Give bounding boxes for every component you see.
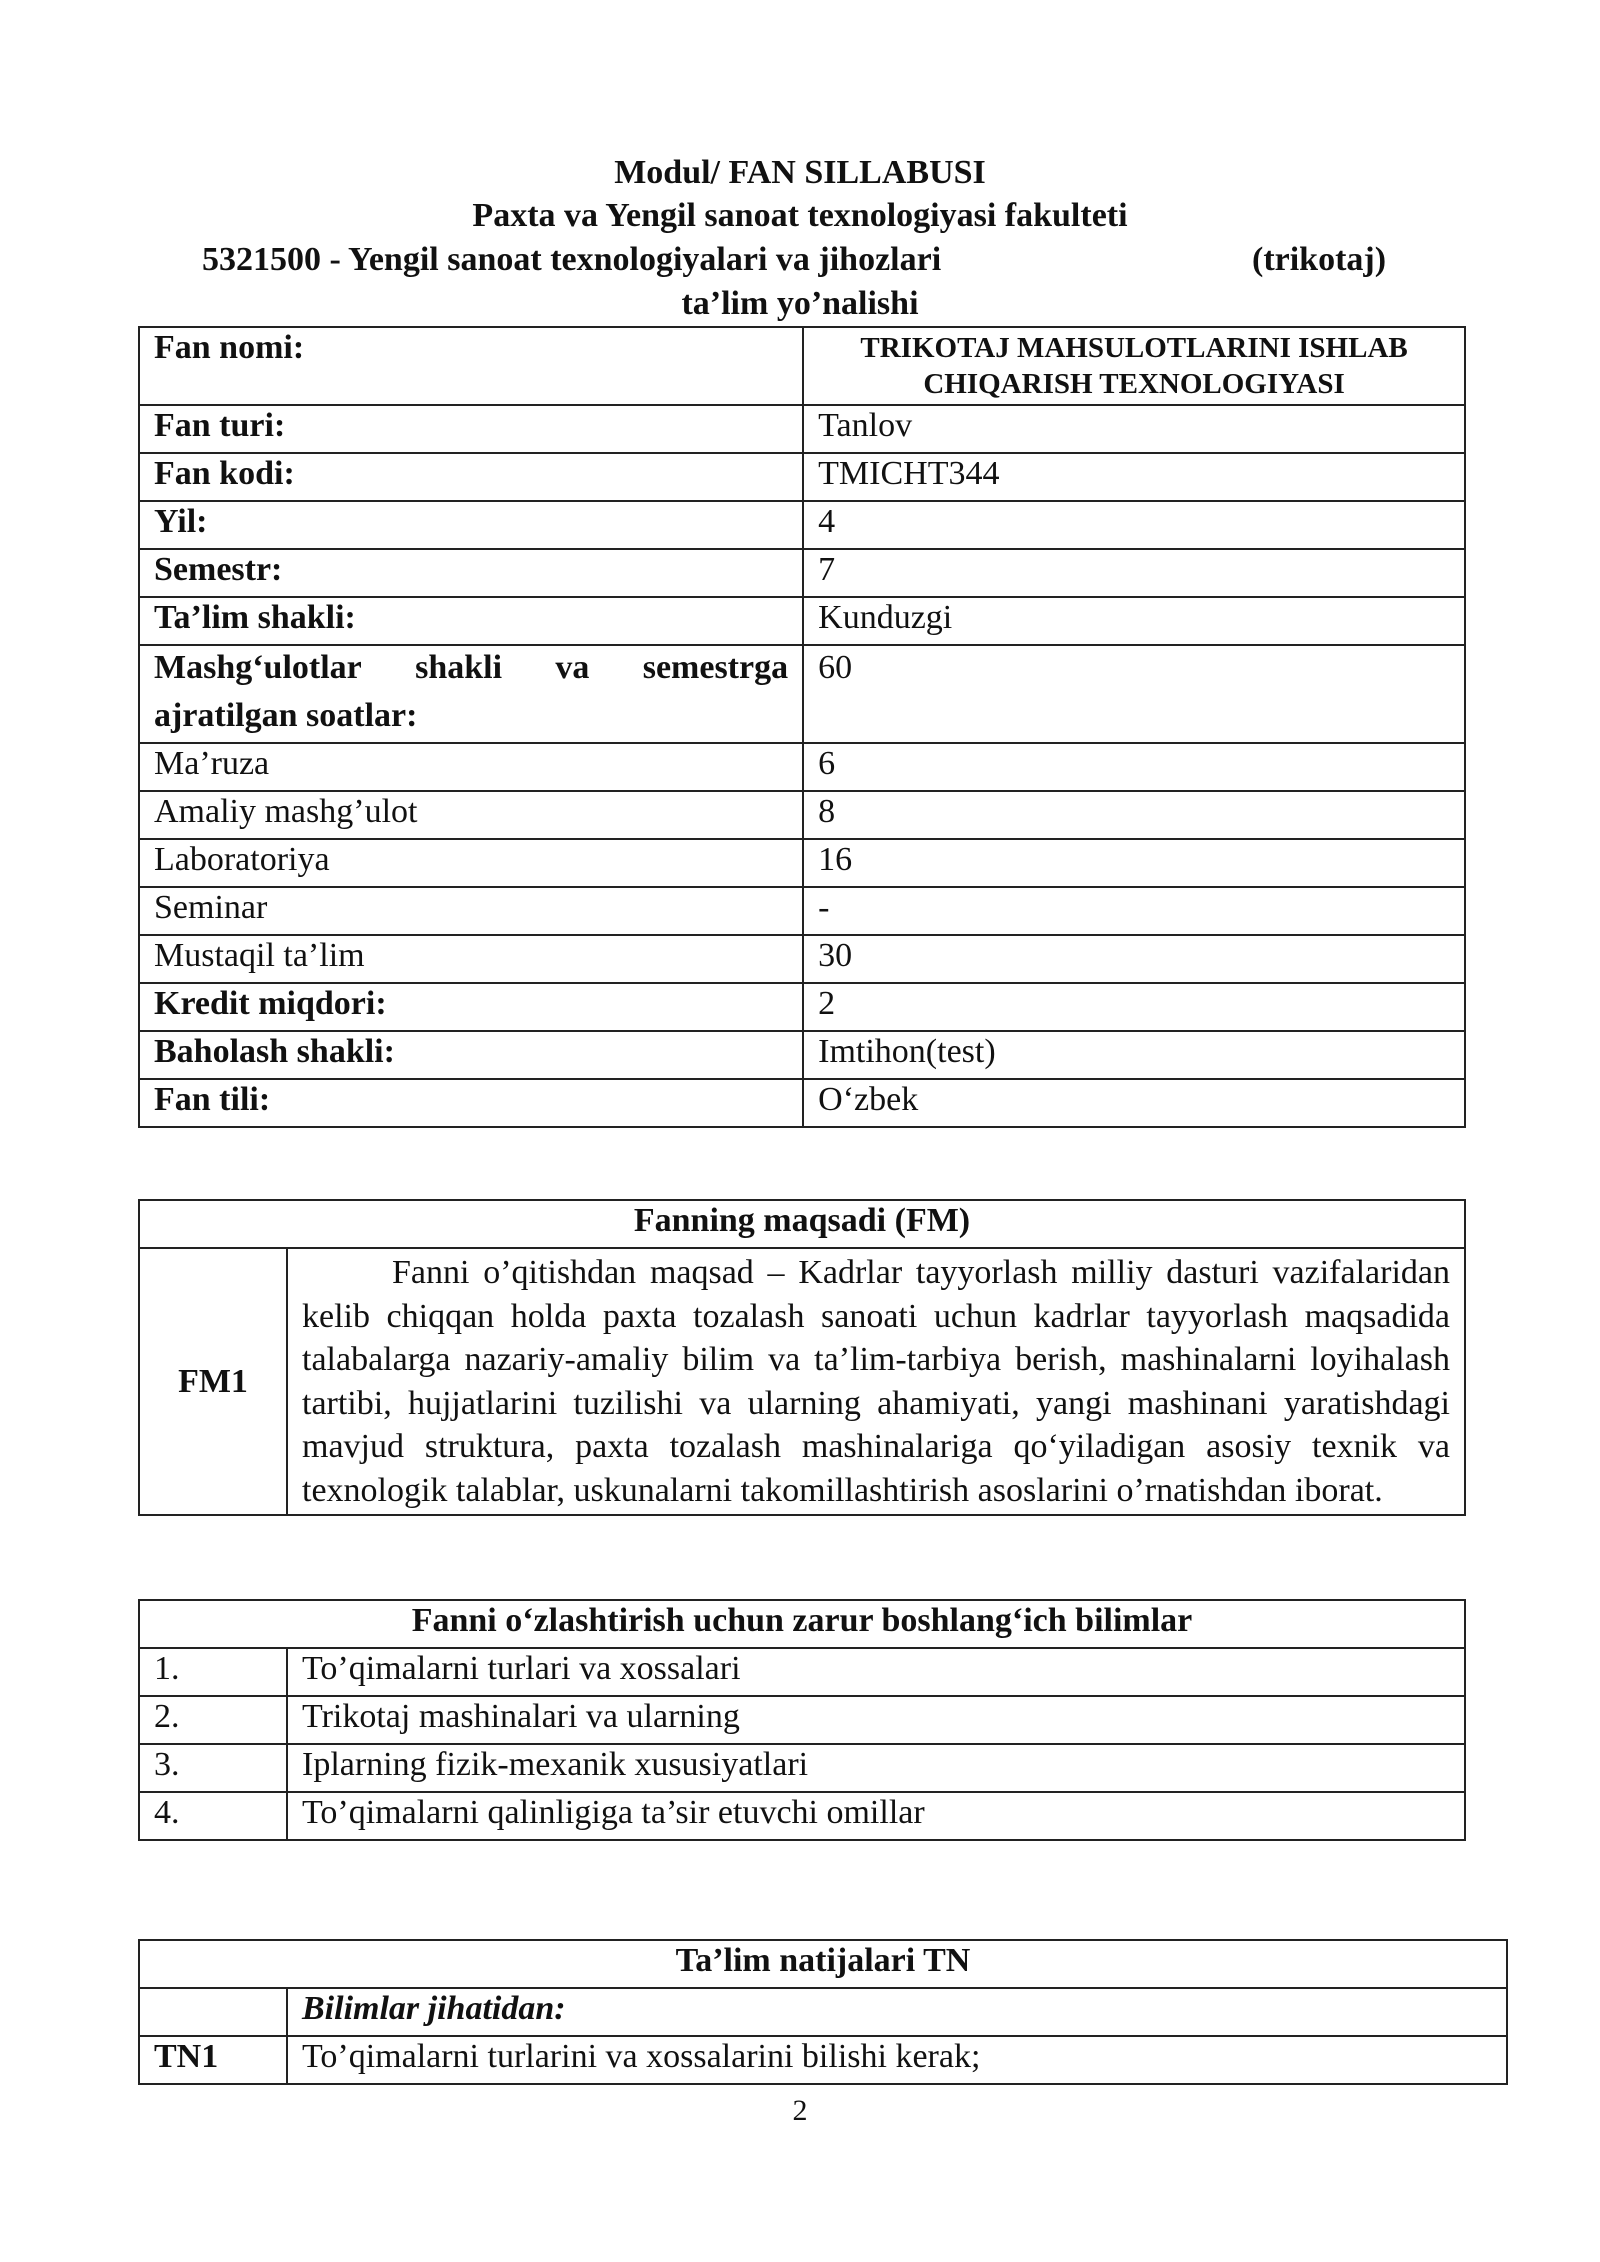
row-label: Semestr:: [139, 549, 803, 597]
row-label: Yil:: [139, 501, 803, 549]
program-direction: ta’lim yo’nalishi: [681, 285, 919, 322]
table-row: [139, 1744, 1465, 1792]
table-row: [139, 1792, 1465, 1840]
row-value: O‘zbek: [803, 1079, 1465, 1127]
subject-name-value: [803, 327, 1465, 405]
table-row: [139, 839, 1465, 887]
row-value: Imtihon(test): [803, 1031, 1465, 1079]
row-value: Kunduzgi: [803, 597, 1465, 645]
prereq-title: Fanni o‘zlashtirish uchun zarur boshlang‘ich bilimlar: [139, 1600, 1465, 1648]
row-value: 4: [803, 501, 1465, 549]
prereq-text: To’qimalarni qalinligiga ta’sir etuvchi omillar: [287, 1792, 1465, 1840]
row-label: Fan kodi:: [139, 453, 803, 501]
prereq-text: Trikotaj mashinalari va ularning: [287, 1696, 1465, 1744]
table-row: [139, 327, 1465, 405]
table-row: [139, 501, 1465, 549]
table-row: [139, 1648, 1465, 1696]
prereq-number: 4.: [139, 1792, 287, 1840]
prereq-text: Iplarning fizik-mexanik xususiyatlari: [287, 1744, 1465, 1792]
table-row: [139, 1079, 1465, 1127]
row-value: 16: [803, 839, 1465, 887]
row-value: -: [803, 887, 1465, 935]
goal-code: FM1: [139, 1248, 287, 1515]
goal-text: [287, 1248, 1465, 1515]
row-value: 7: [803, 549, 1465, 597]
table-row: [139, 2036, 1507, 2084]
table-row: [139, 1200, 1465, 1248]
prereq-text: To’qimalarni turlari va xossalari: [287, 1648, 1465, 1696]
course-goal-table: [138, 1199, 1466, 1516]
subject-name-line: CHIQARISH TEXNOLOGIYASI: [923, 368, 1345, 400]
row-label: Ta’lim shakli:: [139, 597, 803, 645]
row-label: Ma’ruza: [139, 743, 803, 791]
row-label: Kredit miqdori:: [139, 983, 803, 1031]
table-row: [139, 743, 1465, 791]
prereq-number: 3.: [139, 1744, 287, 1792]
row-value: TMICHT344: [803, 453, 1465, 501]
faculty-name: Paxta va Yengil sanoat texnologiyasi fakulteti: [472, 197, 1128, 234]
outcome-text: To’qimalarni turlarini va xossalarini bilishi kerak;: [287, 2036, 1507, 2084]
outcomes-empty-cell: [139, 1988, 287, 2036]
table-row: [139, 791, 1465, 839]
table-row: [139, 1696, 1465, 1744]
row-value: 6: [803, 743, 1465, 791]
prereq-number: 2.: [139, 1696, 287, 1744]
hours-label-line: [154, 648, 788, 688]
row-label: Seminar: [139, 887, 803, 935]
row-label: Laboratoriya: [139, 839, 803, 887]
table-row: [139, 983, 1465, 1031]
row-label: Mustaqil ta’lim: [139, 935, 803, 983]
table-row: [139, 1988, 1507, 2036]
hours-label-word: va: [555, 649, 590, 686]
goal-text-content: Fanni o’qitishdan maqsad – Kadrlar tayyorlash milliy dasturi vazifalaridan kelib chiqqan holda paxta tozalash sanoati uchun kadrlar tayyorlash maqsadida talabalarga nazariy-amaliy bilim va ta’lim-tarbiya berish, mashinalarni loyihalash tartibi, hujjatlarini tuzilishi va ularning ahamiyati, yangi mashinani yaratishdagi mavjud struktura, paxta tozalash mashinalariga qo‘yiladigan asosiy texnik va texnologik talablar, uskunalarni takomillashtirish asoslarini o’rnatishdan iborat.: [302, 1254, 1450, 1509]
row-label: Fan tili:: [139, 1079, 803, 1127]
program-name: 5321500 - Yengil sanoat texnologiyalari va jihozlari: [202, 241, 942, 278]
subject-name-line: TRIKOTAJ MAHSULOTLARINI ISHLAB: [860, 332, 1408, 364]
hours-label-word: shakli: [415, 649, 503, 686]
hours-label-word: Mashg‘ulotlar: [154, 649, 362, 686]
table-row: [139, 1031, 1465, 1079]
table-row: [139, 1940, 1507, 1988]
row-value: 8: [803, 791, 1465, 839]
hours-label: [139, 645, 803, 743]
row-value: Tanlov: [803, 405, 1465, 453]
prereq-number: 1.: [139, 1648, 287, 1696]
row-label: Fan turi:: [139, 405, 803, 453]
syllabus-title: Modul/ FAN SILLABUSI: [614, 154, 986, 191]
table-row: [139, 645, 1465, 743]
hours-value: 60: [803, 645, 1465, 743]
page-number: 2: [792, 2094, 808, 2127]
row-value: 2: [803, 983, 1465, 1031]
table-row: [139, 887, 1465, 935]
table-row: [139, 1248, 1465, 1515]
outcomes-title: Ta’lim natijalari TN: [139, 1940, 1507, 1988]
goal-title: Fanning maqsadi (FM): [139, 1200, 1465, 1248]
row-value: 30: [803, 935, 1465, 983]
hours-label-line: ajratilgan soatlar:: [154, 697, 418, 734]
course-info-table: [138, 326, 1466, 1128]
outcomes-subheader: Bilimlar jihatidan:: [287, 1988, 1507, 2036]
row-label: Baholash shakli:: [139, 1031, 803, 1079]
row-label: Amaliy mashg’ulot: [139, 791, 803, 839]
table-row: [139, 549, 1465, 597]
learning-outcomes-table: [138, 1939, 1508, 2085]
table-row: [139, 453, 1465, 501]
table-row: [139, 935, 1465, 983]
program-specialization: (trikotaj): [1252, 241, 1387, 278]
prerequisites-table: [138, 1599, 1466, 1841]
outcome-code: TN1: [139, 2036, 287, 2084]
table-row: [139, 597, 1465, 645]
subject-name-label: Fan nomi:: [139, 327, 803, 405]
hours-label-word: semestrga: [642, 649, 789, 686]
table-row: [139, 405, 1465, 453]
table-row: [139, 1600, 1465, 1648]
